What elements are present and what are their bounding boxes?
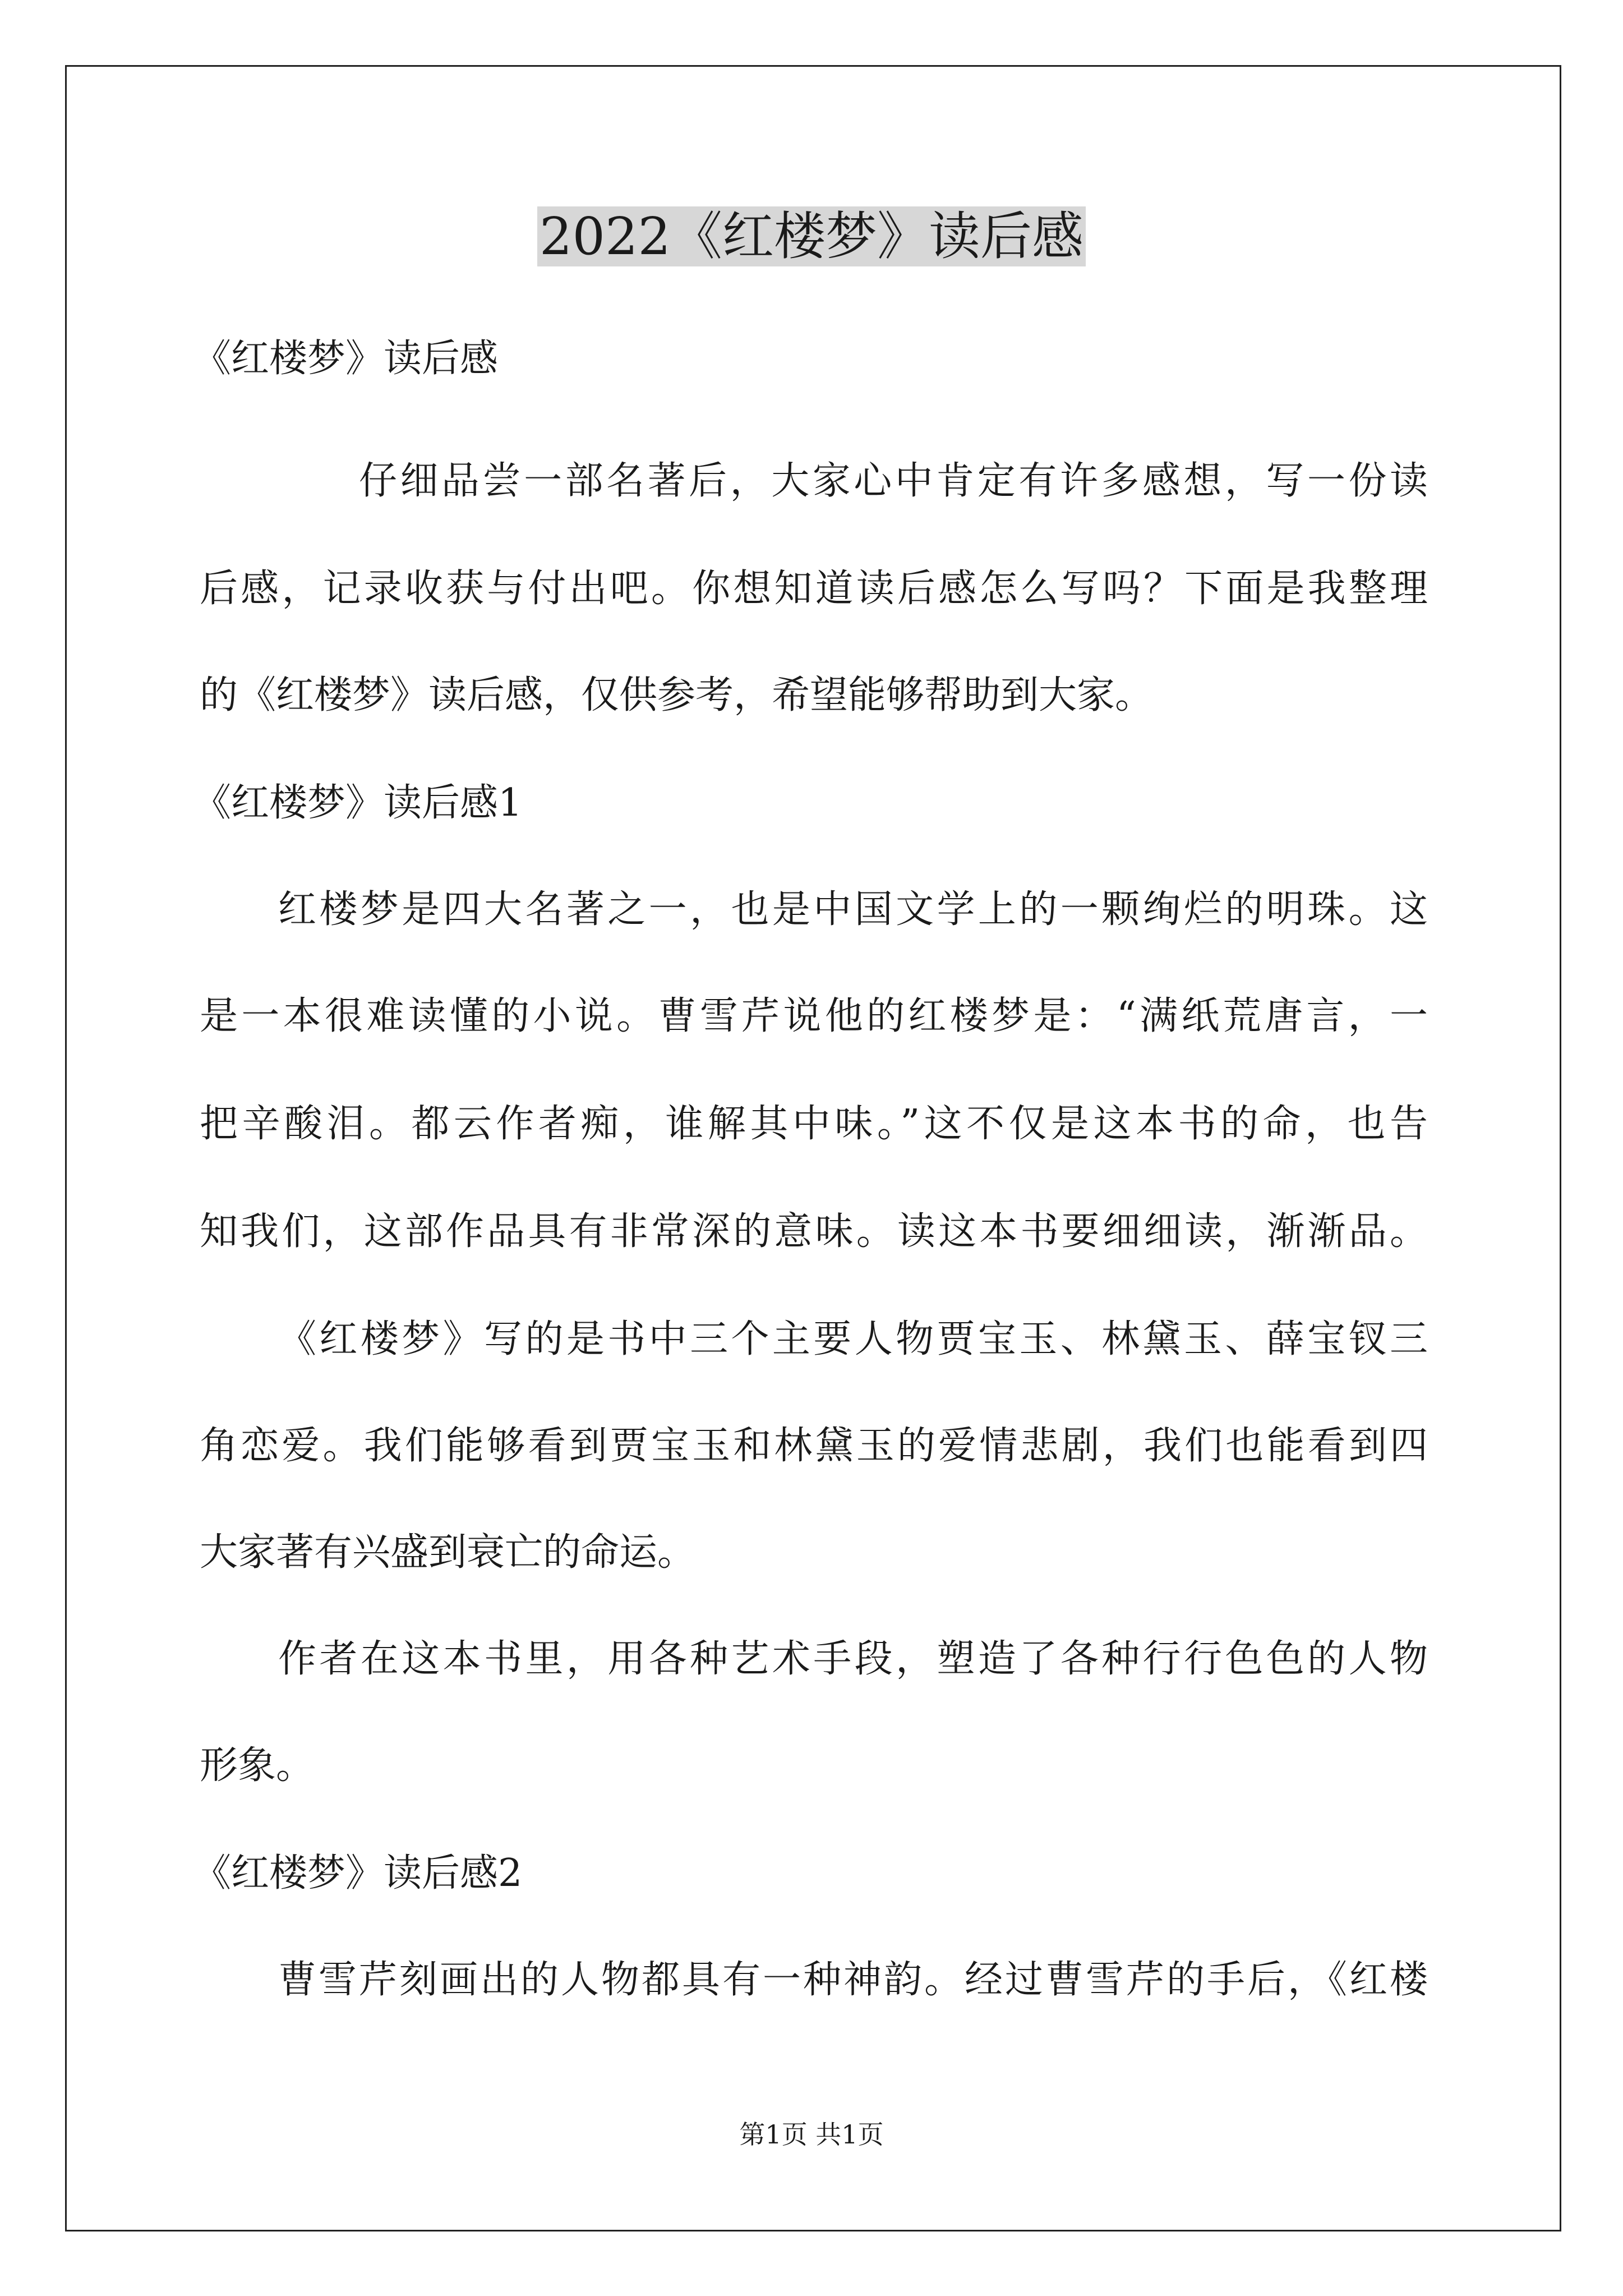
section-heading-1: 《红楼梦》读后感1 <box>193 781 523 825</box>
paragraph-line: 大家著有兴盛到衰亡的命运。 <box>200 1530 696 1575</box>
document-title <box>0 197 1623 276</box>
paragraph-line: 《红楼梦》写的是书中三个主要人物贾宝玉、林黛玉、薛宝钗三 <box>278 1317 1428 1361</box>
section-heading-2: 《红楼梦》读后感2 <box>193 1851 523 1895</box>
paragraph-line: 是一本很难读懂的小说。曹雪芹说他的红楼梦是：“满纸荒唐言，一 <box>200 994 1428 1038</box>
paragraph-line: 形象。 <box>200 1743 315 1788</box>
page-footer: 第1页 共1页 <box>739 2119 884 2150</box>
intro-line: 的《红楼梦》读后感，仅供参考，希望能够帮助到大家。 <box>200 673 1154 717</box>
paragraph-line: 角恋爱。我们能够看到贾宝玉和林黛玉的爱情悲剧，我们也能看到四 <box>200 1424 1428 1468</box>
paragraph-line: 把辛酸泪。都云作者痴，谁解其中味。”这不仅是这本书的命，也告 <box>200 1102 1428 1146</box>
subtitle: 《红楼梦》读后感 <box>193 337 499 381</box>
paragraph-line: 知我们，这部作品具有非常深的意味。读这本书要细细读，渐渐品。 <box>200 1209 1428 1254</box>
paragraph-line: 作者在这本书里，用各种艺术手段，塑造了各种行行色色的人物 <box>278 1637 1428 1681</box>
intro-line: 后感，记录收获与付出吧。你想知道读后感怎么写吗？下面是我整理 <box>200 567 1428 611</box>
paragraph-line: 红楼梦是四大名著之一，也是中国文学上的一颗绚烂的明珠。这 <box>278 887 1428 932</box>
intro-line: 仔细品尝一部名著后，大家心中肯定有许多感想，写一份读 <box>359 459 1428 503</box>
document-title-text: 2022《红楼梦》读后感 <box>537 206 1086 266</box>
paragraph-line: 曹雪芹刻画出的人物都具有一种神韵。经过曹雪芹的手后，《红楼 <box>278 1958 1428 2002</box>
